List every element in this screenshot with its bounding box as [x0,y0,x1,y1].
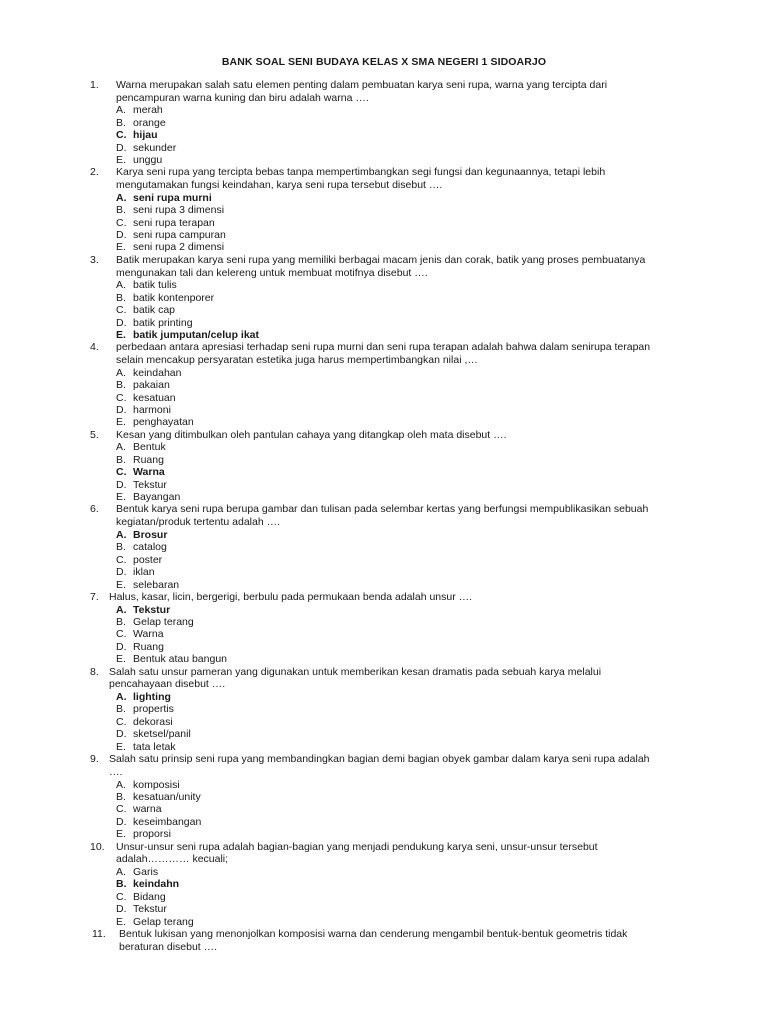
question-5 [0,429,768,504]
question-2 [0,166,768,253]
option-text: unggu [133,154,163,167]
option-letter: B. [116,616,126,629]
option-b [116,703,768,715]
option-text: Ruang [133,640,164,653]
option-d [116,404,768,416]
option-text: tata letak [133,740,176,753]
question-4 [0,341,768,428]
question-number: 5. [90,428,99,441]
option-text: batik jumputan/celup ikat [133,328,260,341]
option-list [116,441,768,503]
option-text: poster [133,553,163,566]
question-number: 8. [90,665,99,678]
question-number: 6. [90,503,99,516]
option-c [116,891,768,903]
option-e [116,416,768,428]
option-b [116,791,768,803]
option-e [116,154,768,166]
option-letter: C. [116,553,127,566]
option-letter: B. [116,291,126,304]
option-a [116,441,768,453]
question-8 [0,666,768,753]
question-text: Bentuk lukisan yang menonjolkan komposisi warna dan cenderung mengambil bentuk-bentuk geometris tidak beraturan disebut …. [119,927,628,953]
option-text: lighting [133,691,171,704]
option-text: komposisi [133,778,180,791]
option-letter: D. [116,903,127,916]
option-letter: E. [116,915,126,928]
option-letter: C. [116,304,127,317]
option-text: kesatuan [133,391,176,404]
option-e [116,741,768,753]
option-letter: D. [116,566,127,579]
question-number: 4. [90,341,99,354]
option-c [116,716,768,728]
option-e [116,828,768,840]
option-d [116,479,768,491]
question-text: Warna merupakan salah satu elemen penting dalam pembuatan karya seni rupa, warna yang tercipta dari pencampuran warna kuning dan biru adalah warna …. [116,79,608,104]
option-letter: D. [116,815,127,828]
option-text: penghayatan [133,416,194,429]
option-letter: C. [116,890,127,903]
option-letter: C. [116,803,127,816]
option-c [116,392,768,404]
option-list [116,779,768,841]
option-text: Brosur [133,528,168,541]
option-letter: E. [116,828,126,841]
option-text: keindahn [133,878,180,891]
option-text: Bentuk [133,441,166,454]
option-letter: B. [116,116,126,129]
question-text: Halus, kasar, licin, bergerigi, berbulu pada permukaan benda adalah unsur …. [109,590,473,603]
option-letter: A. [116,778,126,791]
option-list [116,279,768,341]
option-text: proporsi [133,828,171,841]
option-a [116,779,768,791]
option-text: pakaian [133,379,170,392]
option-text: orange [133,116,166,129]
option-a [116,866,768,878]
option-letter: D. [116,728,127,741]
question-3 [0,254,768,341]
question-number: 1. [90,79,99,91]
option-text: Gelap terang [133,915,194,928]
option-text: harmoni [133,403,171,416]
option-text: Tekstur [133,478,167,491]
option-e [116,241,768,253]
option-c [116,217,768,229]
option-letter: D. [116,403,127,416]
option-a [116,604,768,616]
option-text: seni rupa murni [133,191,212,204]
option-c [116,628,768,640]
question-number: 11. [92,927,106,940]
option-letter: A. [116,366,126,379]
question-number: 7. [90,590,99,603]
question-11 [0,928,768,953]
option-text: Warna [133,466,165,479]
option-text: seni rupa 2 dimensi [133,241,225,254]
option-a [116,367,768,379]
option-letter: C. [116,129,127,142]
option-letter: E. [116,328,126,341]
option-letter: C. [116,715,127,728]
option-b [116,454,768,466]
option-list [116,604,768,666]
option-text: propertis [133,703,174,716]
option-text: hijau [133,129,158,142]
option-letter: E. [116,578,126,591]
option-d [116,566,768,578]
option-text: merah [133,104,163,117]
option-letter: B. [116,453,126,466]
option-letter: B. [116,878,127,891]
option-letter: D. [116,229,127,242]
option-text: keindahan [133,366,182,379]
question-10 [0,841,768,928]
option-a [116,691,768,703]
option-e [116,329,768,341]
question-number: 2. [90,166,99,179]
option-c [116,304,768,316]
option-d [116,229,768,241]
option-text: selebaran [133,578,180,591]
option-a [116,279,768,291]
option-text: batik tulis [133,279,177,292]
option-d [116,728,768,740]
option-letter: A. [116,528,127,541]
option-a [116,192,768,204]
option-e [116,916,768,928]
question-text: Salah satu unsur pameran yang digunakan untuk memberikan kesan dramatis pada sebuah karya melalui pencahayaan disebut …. [109,665,602,691]
option-e [116,491,768,503]
option-text: Garis [133,865,159,878]
option-d [116,142,768,154]
option-text: kesatuan/unity [133,790,201,803]
question-text: Kesan yang ditimbulkan oleh pantulan cahaya yang ditangkap oleh mata disebut …. [116,428,507,441]
option-text: Bayangan [133,491,181,504]
option-text: seni rupa terapan [133,216,215,229]
option-text: Tekstur [133,603,171,616]
option-b [116,616,768,628]
option-b [116,541,768,553]
question-text: perbedaan antara apresiasi terhadap seni rupa murni dan seni rupa terapan adalah bahwa dalam senirupa terapan selain mencakup persyaratan estetika juga harus mempertimbangkan nilai ,… [116,341,651,367]
question-9 [0,753,768,840]
option-letter: D. [116,640,127,653]
option-text: seni rupa campuran [133,229,226,242]
option-letter: A. [116,441,126,454]
option-text: catalog [133,541,167,554]
option-letter: A. [116,691,127,704]
question-1 [0,79,768,166]
option-letter: C. [116,628,127,641]
option-e [116,579,768,591]
option-letter: E. [116,416,126,429]
option-text: Bidang [133,890,166,903]
document-title: BANK SOAL SENI BUDAYA KELAS X SMA NEGERI 1 SIDOARJO [221,56,547,68]
question-7 [0,591,768,666]
option-b [116,878,768,890]
option-b [116,204,768,216]
option-letter: A. [116,191,127,204]
option-list [116,691,768,753]
option-text: Bentuk atau bangun [133,653,227,666]
option-letter: E. [116,154,126,167]
option-c [116,803,768,815]
option-letter: A. [116,603,127,616]
option-letter: E. [116,491,126,504]
question-number: 9. [90,753,99,766]
option-letter: C. [116,391,127,404]
option-list [116,104,768,166]
option-list [116,192,768,254]
option-c [116,466,768,478]
option-d [116,317,768,329]
option-text: iklan [133,566,155,579]
option-b [116,379,768,391]
option-letter: D. [116,141,127,154]
option-letter: E. [116,241,126,254]
option-text: batik kontenporer [133,291,215,304]
option-list [116,866,768,928]
option-text: sketsel/panil [133,728,191,741]
option-list [116,529,768,591]
option-letter: B. [116,379,126,392]
option-letter: A. [116,104,126,117]
option-letter: E. [116,653,126,666]
question-list [0,79,768,953]
option-text: Ruang [133,453,164,466]
option-b [116,292,768,304]
option-letter: C. [116,216,127,229]
option-letter: D. [116,478,127,491]
option-b [116,117,768,129]
option-text: warna [133,803,162,816]
question-text: Salah satu prinsip seni rupa yang membandingkan bagian demi bagian obyek gambar dalam karya seni rupa adalah …. [109,753,650,778]
option-text: dekorasi [133,715,173,728]
option-text: seni rupa 3 dimensi [133,204,225,217]
option-letter: E. [116,740,126,753]
option-letter: B. [116,790,126,803]
option-text: Warna [133,628,164,641]
option-letter: A. [116,865,126,878]
option-letter: B. [116,541,126,554]
option-a [116,529,768,541]
option-text: sekunder [133,141,177,154]
option-c [116,554,768,566]
option-letter: A. [116,279,126,292]
question-text: Karya seni rupa yang tercipta bebas tanpa mempertimbangkan segi fungsi dan kegunaannya, tetapi lebih mengutamakan fungsi keindahan, karya seni rupa tersebut disebut …. [116,166,606,192]
option-a [116,104,768,116]
option-list [116,367,768,429]
question-text: Bentuk karya seni rupa berupa gambar dan tulisan pada selembar kertas yang berfungsi mempublikasikan sebuah kegiatan/produk tertentu adalah …. [116,503,649,529]
option-d [116,641,768,653]
option-text: keseimbangan [133,815,202,828]
option-letter: B. [116,204,126,217]
option-text: batik cap [133,304,176,317]
option-letter: D. [116,316,127,329]
option-d [116,816,768,828]
option-d [116,903,768,915]
question-text: Batik merupakan karya seni rupa yang memiliki berbagai macam jenis dan corak, batik yang proses pembuatanya mengunakan tali dan kelereng untuk membuat motifnya disebut …. [116,253,646,279]
question-number: 3. [90,253,99,266]
option-c [116,129,768,141]
option-text: Gelap terang [133,616,194,629]
question-number: 10. [90,840,105,853]
question-text: Unsur-unsur seni rupa adalah bagian-bagian yang menjadi pendukung karya seni, unsur-unsur tersebut adalah………… kecuali; [116,840,598,866]
option-letter: B. [116,703,126,716]
question-6 [0,503,768,590]
option-text: Tekstur [133,903,167,916]
option-text: batik printing [133,316,193,329]
option-letter: C. [116,466,127,479]
option-e [116,653,768,665]
